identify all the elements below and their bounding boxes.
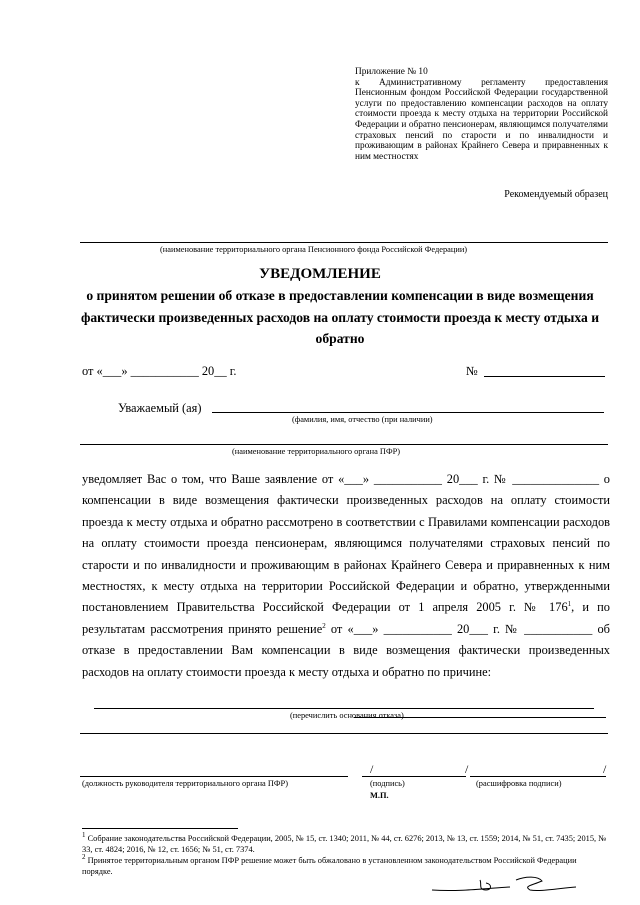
footnote-ref-2: 2 (322, 621, 326, 630)
document-title: УВЕДОМЛЕНИЕ (259, 266, 381, 282)
footnote-separator (82, 828, 238, 829)
slash-1: / (370, 762, 374, 776)
appendix-block (355, 67, 608, 162)
decode-caption: (расшифровка подписи) (476, 779, 562, 788)
body-part-1: уведомляет Вас о том, что Ваше заявление от «___» ___________ 20___ г. № ______________ о компенсации в виде возмещения фактически произведенных расходов на оплату стоимости проезда к месту отдыха и обратно рассмотрено в соответствии с Правилами компенсации расходов на оплату стоимости проезда пенсионерам, являющимся получателями страховых пенсий по старости и по инвалидности и проживающим в районах Крайнего Севера и приравненных к ним местностях, к месту отдыха на территории Российской Федерации и обратно, утвержденными постановлением Правительства Российской Федерации от 1 апреля 2005 г. № 176 (82, 472, 610, 615)
recommended-sample-label: Рекомендуемый образец (504, 189, 608, 200)
stamp-label: М.П. (370, 791, 389, 800)
appendix-title: Приложение № 10 (355, 67, 428, 77)
footnote-2-text: Принятое территориальным органом ПФР решение может быть обжаловано в установленном законодательством Российской Федерации порядке. (82, 856, 577, 876)
position-caption: (должность руководителя территориального органа ПФР) (82, 779, 288, 788)
notification-body (82, 469, 610, 683)
decode-line (470, 776, 606, 777)
appendix-text: к Административному регламенту предоставления Пенсионным фондом Российской Федерации государственной услуги по предоставлению компенсации расходов на оплату стоимости проезда к месту отдыха на территории Российской Федерации и обратно пенсионерам, являющимся получателями страховых пенсий по старости и по инвалидности и проживающим в районах Крайнего Севера и приравненных к ним местностях (355, 77, 608, 162)
footnote-1-mark: 1 (82, 831, 86, 840)
position-line (80, 776, 348, 777)
org-name-line (80, 242, 608, 243)
footnote-1-text: Собрание законодательства Российской Федерации, 2005, № 15, ст. 1340; 2011, № 44, ст. 6276; 2013, № 13, ст. 1559; 2014, № 51, ст. 7435; 2015, № 33, ст. 4824; 2016, № 12, ст. 1656; № 51, ст. 7374. (82, 834, 607, 854)
number-label: № (466, 364, 478, 378)
footnote-1 (82, 831, 607, 855)
slash-3: / (603, 762, 607, 776)
number-line (484, 376, 605, 377)
fio-line (212, 412, 604, 413)
fio-caption: (фамилия, имя, отчество (при наличии) (292, 415, 433, 424)
body-part-3: от «___» ___________ 20___ г. № ___________ об отказе в предоставлении Вам компенсации в виде возмещения фактически произведенных расходов на оплату стоимости проезда к месту отдыха и обратно по причине: (82, 621, 610, 679)
org-name-caption: (наименование территориального органа Пенсионного фонда Российской Федерации) (160, 245, 468, 254)
slash-2: / (465, 762, 469, 776)
document-subtitle: о принятом решении об отказе в предоставлении компенсации в виде возмещения фактически произведенных расходов на оплату стоимости проезда к месту отдыха и обратно (80, 288, 600, 346)
sign-caption: (подпись) (370, 779, 405, 788)
greeting-label: Уважаемый (ая) (118, 401, 202, 415)
footnote-2-mark: 2 (82, 853, 86, 862)
body-part-2: , и по результатам рассмотрения принято решение (82, 600, 610, 636)
reasons-caption: (перечислить основания отказа) (290, 711, 404, 720)
reason-line-2 (94, 708, 594, 709)
date-line: от «___» ___________ 20__ г. (82, 364, 237, 378)
pfr-name-line (80, 444, 608, 445)
handwritten-initials (430, 868, 580, 898)
pfr-name-caption: (наименование территориального органа ПФР) (232, 447, 401, 456)
reason-line-3 (80, 733, 608, 734)
footnote-ref-1: 1 (567, 600, 572, 609)
sign-line (362, 776, 466, 777)
